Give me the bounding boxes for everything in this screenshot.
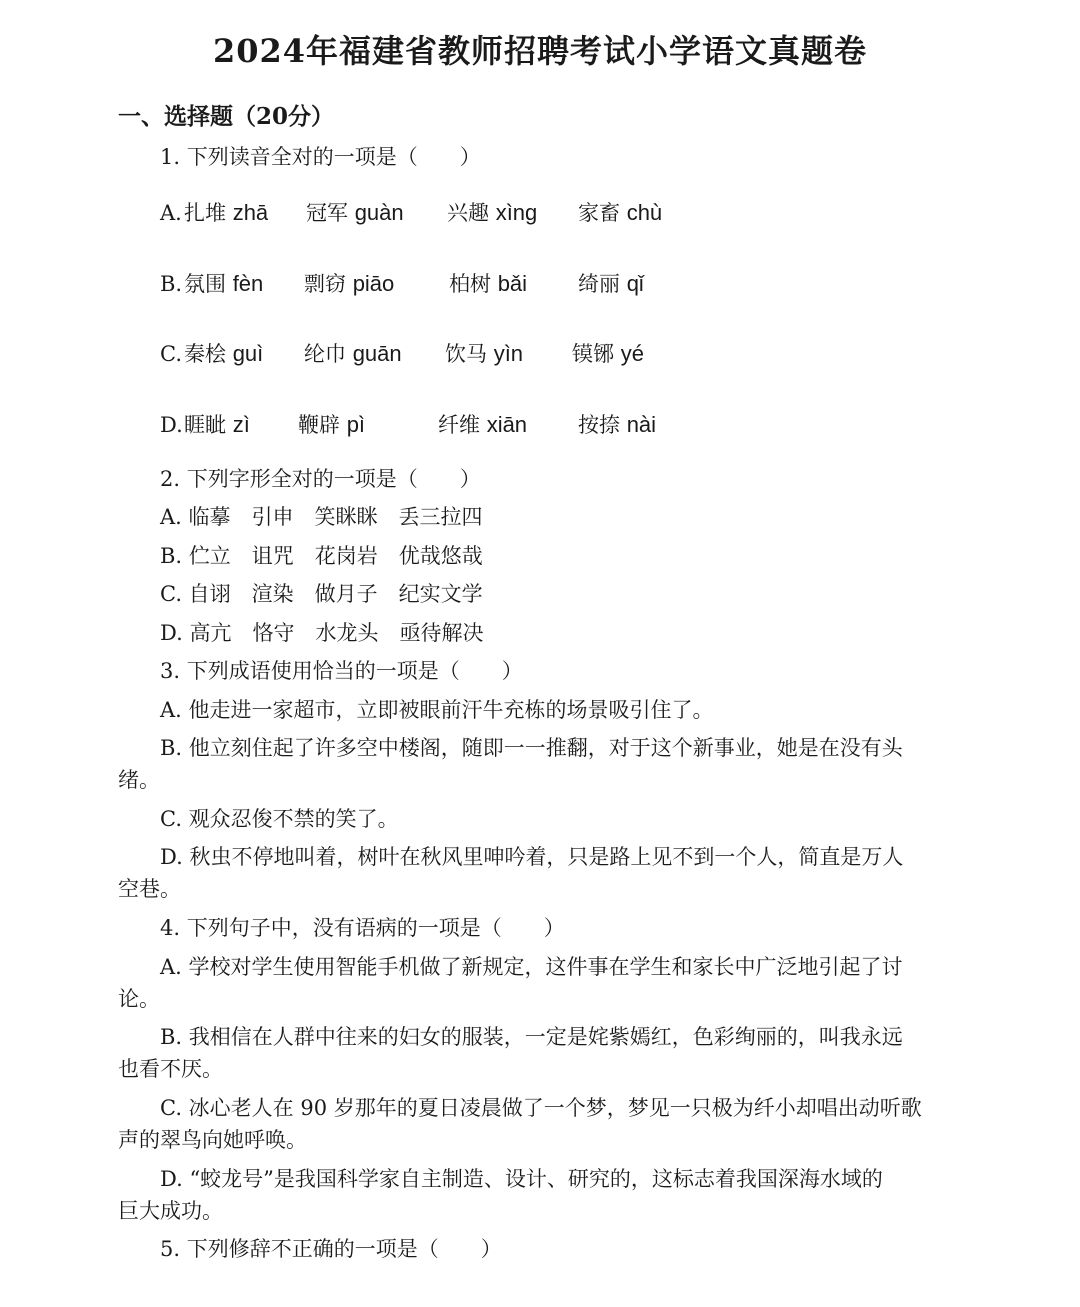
q4-option-d: D. “蛟龙号”是我国科学家自主制造、设计、研究的，这标志着我国深海水域的 <box>160 1167 883 1191</box>
q1-option-a-item: 扎堆 zhā <box>184 200 269 225</box>
q1-option-c-item: 镆铘 yé <box>572 341 644 366</box>
q2-option-b: B. 伫立 诅咒 花岗岩 优哉悠哉 <box>160 544 483 568</box>
q1-option-c-letter: C. <box>160 342 182 366</box>
q3-option-a: A. 他走进一家超市，立即被眼前汗牛充栋的场景吸引住了。 <box>160 698 714 722</box>
q1-option-a-item: 冠军 guàn <box>306 200 404 225</box>
q3-option-c: C. 观众忍俊不禁的笑了。 <box>160 807 399 831</box>
question-1-stem: 1. 下列读音全对的一项是（ ） <box>160 145 481 169</box>
q4-option-c-continued: 声的翠鸟向她呼唤。 <box>118 1128 307 1152</box>
q3-option-b: B. 他立刻住起了许多空中楼阁，随即一一推翻，对于这个新事业，她是在没有头 <box>160 736 903 760</box>
q2-option-a: A. 临摹 引申 笑眯眯 丢三拉四 <box>160 505 483 529</box>
q1-option-d-item: 睚眦 zì <box>184 412 250 437</box>
q4-option-a-continued: 论。 <box>118 987 160 1011</box>
q3-option-d-continued: 空巷。 <box>118 877 181 901</box>
q1-option-a-letter: A. <box>160 201 182 225</box>
q4-option-c: C. 冰心老人在 90 岁那年的夏日凌晨做了一个梦，梦见一只极为纤小却唱出动听歌 <box>160 1096 922 1120</box>
q1-option-c-item: 饮马 yìn <box>445 341 524 366</box>
q3-option-d: D. 秋虫不停地叫着，树叶在秋风里呻吟着，只是路上见不到一个人，简直是万人 <box>160 845 904 869</box>
q1-option-c-item: 秦桧 guì <box>184 341 264 366</box>
q2-option-d: D. 高亢 恪守 水龙头 亟待解决 <box>160 621 484 645</box>
q1-option-b-item: 氛围 fèn <box>184 271 264 296</box>
q1-option-b-item: 剽窃 piāo <box>304 271 395 296</box>
question-3-stem: 3. 下列成语使用恰当的一项是（ ） <box>160 659 523 683</box>
page-title: 2024年福建省教师招聘考试小学语文真题卷 <box>212 32 868 70</box>
q4-option-d-continued: 巨大成功。 <box>118 1199 223 1223</box>
q1-option-b-letter: B. <box>160 272 183 296</box>
q1-option-c-item: 纶巾 guān <box>304 341 402 366</box>
q4-option-b: B. 我相信在人群中往来的妇女的服装，一定是姹紫嫣红，色彩绚丽的，叫我永远 <box>160 1025 903 1049</box>
section-heading: 一、选择题（20分） <box>118 103 335 130</box>
question-4-stem: 4. 下列句子中，没有语病的一项是（ ） <box>160 916 565 940</box>
q4-option-a: A. 学校对学生使用智能手机做了新规定，这件事在学生和家长中广泛地引起了讨 <box>160 955 903 979</box>
q1-option-d-letter: D. <box>160 413 183 437</box>
q2-option-c: C. 自诩 渲染 做月子 纪实文学 <box>160 582 483 606</box>
q3-option-b-continued: 绪。 <box>118 768 160 792</box>
q1-option-b-item: 绮丽 qǐ <box>578 271 644 296</box>
q1-option-d-item: 鞭辟 pì <box>298 412 366 437</box>
q1-option-d-item: 按捺 nài <box>578 412 657 437</box>
q1-option-d-item: 纤维 xiān <box>438 412 528 437</box>
question-5-stem: 5. 下列修辞不正确的一项是（ ） <box>160 1237 502 1261</box>
q4-option-b-continued: 也看不厌。 <box>118 1057 223 1081</box>
q1-option-a-item: 兴趣 xìng <box>447 200 538 225</box>
q1-option-b-item: 柏树 bǎi <box>449 271 528 296</box>
q1-option-a-item: 家畜 chù <box>578 200 663 225</box>
question-2-stem: 2. 下列字形全对的一项是（ ） <box>160 467 481 491</box>
